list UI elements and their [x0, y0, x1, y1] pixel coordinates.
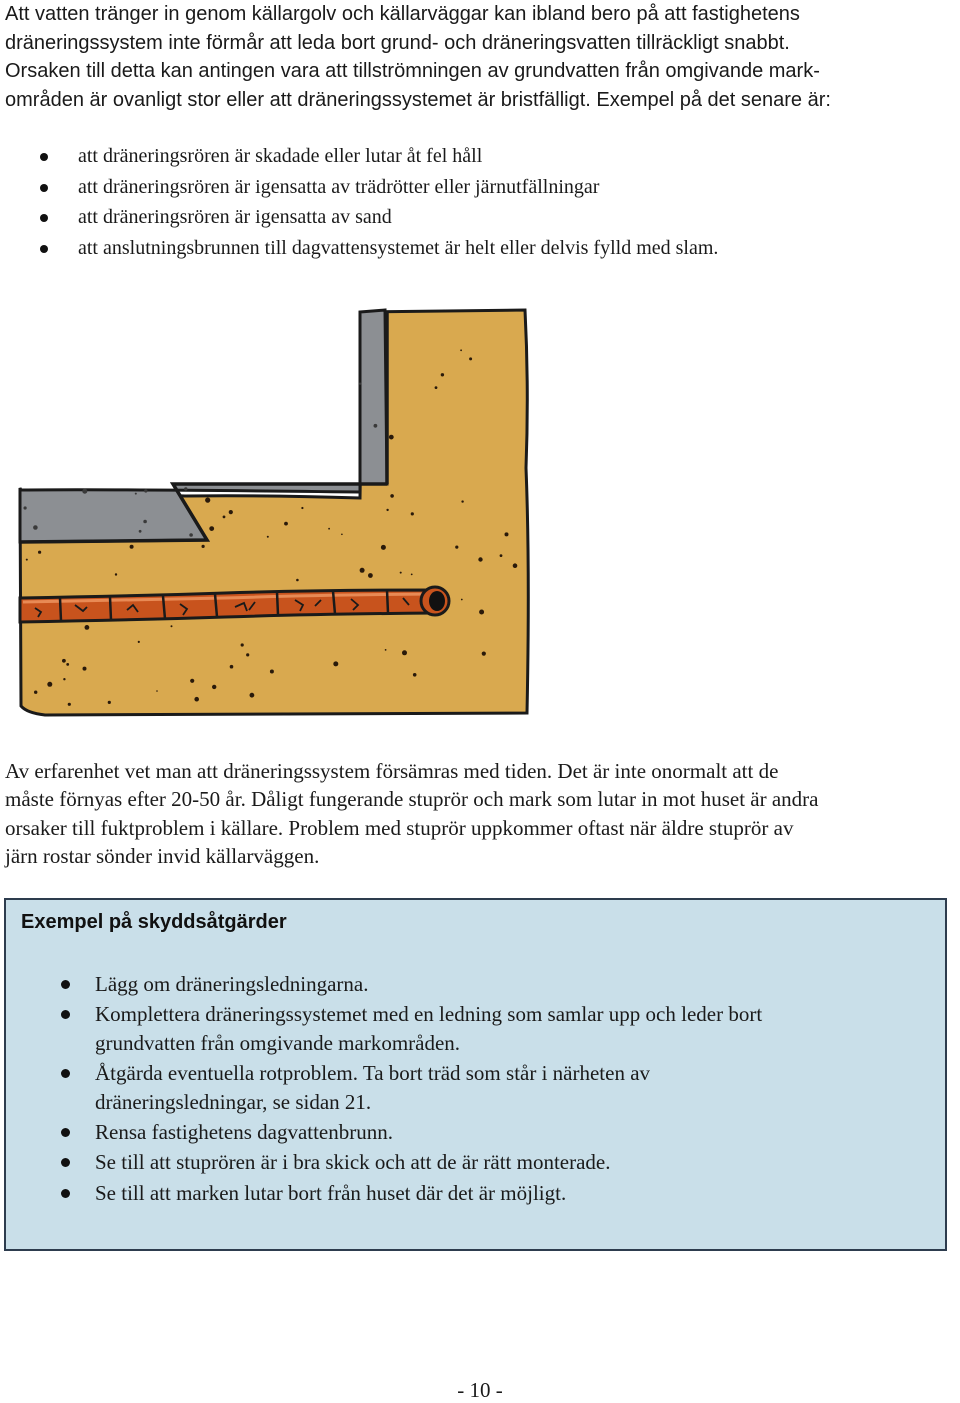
- list-item: Se till att marken lutar bort från huset där det är möjligt.: [6, 1179, 762, 1207]
- list-item: Se till att stuprören är i bra skick och att de är rätt monterade.: [6, 1148, 762, 1176]
- speckle: [341, 534, 343, 536]
- speckle: [190, 679, 194, 683]
- speckle: [284, 522, 288, 526]
- speckle: [230, 665, 234, 669]
- bullet-icon: [61, 1189, 70, 1198]
- paragraph-line: Av erfarenhet vet man att dräneringssystem försämras med tiden. Det är inte onormalt att de: [5, 759, 779, 783]
- speckle: [33, 525, 38, 530]
- causes-list: [0, 141, 718, 263]
- speckle: [139, 530, 142, 533]
- speckle: [500, 554, 503, 557]
- bullet-icon: [40, 214, 48, 222]
- speckle: [301, 507, 303, 509]
- speckle: [38, 551, 41, 554]
- protection-measures-box: [4, 898, 947, 1251]
- speckle: [386, 509, 388, 511]
- speckle: [115, 573, 117, 575]
- speckle: [482, 652, 486, 656]
- speckle: [135, 493, 137, 495]
- speckle: [328, 528, 330, 530]
- speckle: [241, 643, 244, 646]
- speckle: [411, 574, 413, 576]
- bullet-icon: [61, 1158, 70, 1167]
- speckle: [85, 625, 90, 630]
- speckle: [461, 500, 463, 502]
- list-item: att dräneringsrören är igensatta av trädrötter eller järnutfällningar: [0, 172, 718, 203]
- list-item: Lägg om dräneringsledningarna.: [6, 970, 762, 998]
- speckle: [267, 536, 269, 538]
- speckle: [360, 568, 365, 573]
- speckle: [47, 682, 52, 687]
- speckle: [62, 659, 66, 663]
- list-item: att anslutningsbrunnen till dagvattensystemet är helt eller delvis fylld med slam.: [0, 233, 718, 264]
- speckle: [513, 563, 518, 568]
- bullet-icon: [40, 184, 48, 192]
- speckle: [402, 650, 407, 655]
- intro-paragraph: [5, 0, 950, 114]
- speckle: [460, 349, 462, 351]
- speckle: [202, 545, 205, 548]
- speckle: [411, 512, 414, 515]
- speckle: [34, 691, 37, 694]
- speckle: [138, 641, 140, 643]
- speckle: [194, 697, 199, 702]
- speckle: [212, 685, 216, 689]
- list-item: att dräneringsrören är skadade eller lutar åt fel håll: [0, 141, 718, 172]
- list-item: Komplettera dräneringssystemet med en ledning som samlar upp och leder bort grundvatten från omgivande markområden.: [6, 1000, 762, 1057]
- bullet-icon: [40, 245, 48, 253]
- paragraph-line: orsaker till fuktproblem i källare. Problem med stuprör uppkommer oftast när äldre stuprör av: [5, 815, 794, 840]
- speckle: [381, 545, 386, 550]
- speckle: [390, 494, 394, 498]
- speckle: [108, 701, 111, 704]
- speckle: [479, 610, 484, 615]
- intro-line: Att vatten tränger in genom källargolv och källarväggar kan ibland bero på att fastighetens: [5, 3, 800, 25]
- bullet-icon: [61, 1069, 70, 1078]
- measures-list: [6, 970, 762, 1209]
- list-item: Åtgärda eventuella rotproblem. Ta bort träd som står i närheten av dräneringsledningar, se sidan 21.: [6, 1059, 762, 1116]
- experience-paragraph: [5, 757, 960, 871]
- speckle: [478, 557, 482, 561]
- speckle: [26, 559, 28, 561]
- bullet-icon: [61, 980, 70, 989]
- speckle: [63, 678, 65, 680]
- speckle: [455, 546, 458, 549]
- speckle: [209, 526, 214, 531]
- intro-line: Orsaken till detta kan antingen vara att tillströmningen av grundvatten från omgivande mark-: [5, 60, 820, 83]
- speckle: [130, 545, 134, 549]
- speckle: [385, 649, 387, 651]
- speckle: [143, 520, 147, 524]
- box-title: Exempel på skyddsåtgärder: [21, 911, 287, 933]
- speckle: [171, 625, 173, 627]
- speckle: [189, 533, 193, 537]
- speckle: [400, 572, 402, 574]
- speckle: [24, 506, 27, 509]
- drainage-pipe-illustration: [15, 308, 530, 718]
- speckle: [66, 663, 69, 666]
- bullet-icon: [61, 1128, 70, 1137]
- bullet-icon: [61, 1010, 70, 1019]
- speckle: [144, 489, 147, 492]
- speckle: [229, 510, 233, 514]
- list-item: Rensa fastighetens dagvattenbrunn.: [6, 1118, 762, 1146]
- speckle: [389, 435, 394, 440]
- speckle: [368, 573, 373, 578]
- speckle: [461, 599, 463, 601]
- page-number: - 10 -: [457, 1378, 503, 1402]
- speckle: [83, 667, 87, 671]
- intro-line: områden är ovanligt stor eller att dräneringssystemet är bristfälligt. Exempel på det senare är:: [5, 88, 831, 111]
- speckle: [359, 383, 361, 385]
- speckle: [184, 487, 187, 490]
- speckle: [413, 673, 417, 677]
- speckle: [68, 703, 71, 706]
- list-item: att dräneringsrören är igensatta av sand: [0, 202, 718, 233]
- speckle: [270, 670, 274, 674]
- speckle: [333, 661, 338, 666]
- speckle: [505, 532, 509, 536]
- speckle: [82, 489, 87, 494]
- speckle: [223, 516, 226, 519]
- speckle: [246, 653, 249, 656]
- speckle: [156, 690, 158, 692]
- speckle: [435, 386, 438, 389]
- paragraph-line: järn rostar sönder invid källarväggen.: [5, 844, 320, 869]
- speckle: [296, 579, 299, 582]
- speckle: [205, 498, 210, 503]
- speckle: [374, 424, 378, 428]
- bullet-icon: [40, 153, 48, 161]
- speckle: [469, 357, 472, 360]
- speckle: [441, 373, 444, 376]
- paragraph-line: måste förnyas efter 20-50 år. Dåligt fungerande stuprör och mark som lutar in mot huset är andra: [5, 787, 819, 812]
- speckle: [250, 693, 255, 698]
- intro-line: dräneringssystem inte förmår att leda bort grund- och dräneringsvatten tillräckligt snabbt.: [5, 31, 790, 54]
